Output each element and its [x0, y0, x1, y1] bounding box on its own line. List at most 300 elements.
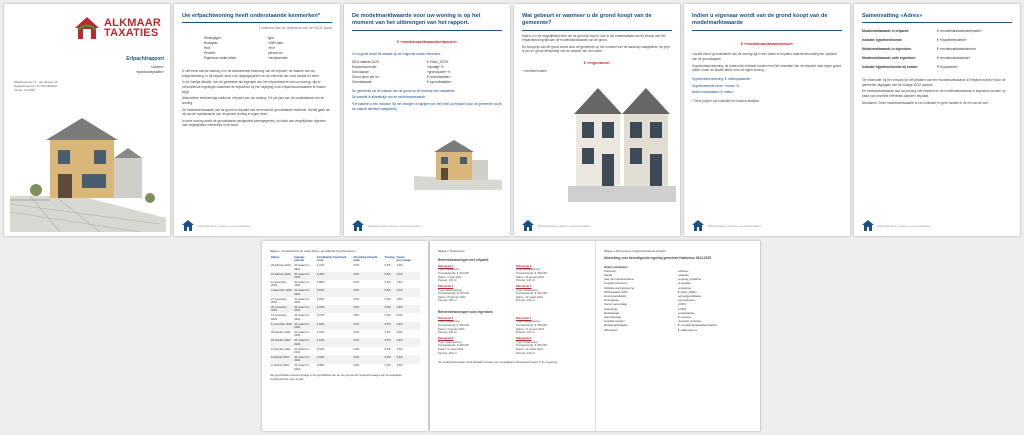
berekening-label: Canon percentage	[604, 302, 628, 307]
berekening-value: € «afkoopsom»	[678, 327, 698, 332]
referentie-detail: Transactieprijs: € 375.000	[438, 292, 469, 296]
table-cell: 0,5%	[384, 272, 396, 280]
page-title: Wat gebeurt er wanneer u de grond koopt van de gemeente?	[522, 13, 652, 27]
referentie-detail: Type: tussenwoning	[438, 340, 462, 344]
calc-label: Erfpachtcorrectie:	[352, 64, 377, 69]
column-header: Toeslag	[384, 255, 395, 259]
modelmarktwaarde-value: € «modelmarktwaardeerfpacht»	[396, 38, 458, 44]
page-title: De modelmarktwaarde voor uw woning is op het moment van het uitbrengen van het rapport.	[352, 13, 481, 27]
kenmerk-value: type	[268, 36, 275, 41]
table-cell: 0,5%	[384, 330, 391, 334]
kenmerk-value: «eindperiode»	[268, 56, 289, 61]
table-cell: 5,0%	[396, 330, 403, 334]
referentie-card	[438, 317, 510, 335]
samenvatting-page	[854, 4, 1020, 236]
summary-value: € «modelmarktwaardeerfpacht»	[937, 29, 982, 34]
section-heading: Referentiewoningen volle eigendom	[438, 310, 493, 315]
table-cell: 30 maart t/m 2024	[294, 297, 310, 304]
table-row	[270, 263, 420, 271]
referentie-title: Referentie 2	[516, 316, 532, 320]
column-header: Gemiddelde hypotheek rente	[316, 255, 347, 263]
berekening-value: 4,00%	[678, 302, 686, 307]
table-cell: 5,0%	[396, 314, 403, 318]
title-divider	[182, 22, 332, 23]
referentie-detail: Datum: 17 januari 2024	[516, 327, 544, 331]
column-header: Canon percentage	[396, 255, 411, 263]
footer-text: Erfpachtrapport «Adres» «postcodeplaats»	[708, 223, 762, 228]
table-cell: 4,0%	[396, 264, 403, 268]
berekening-label: Object variabelen:	[604, 264, 629, 269]
house-render-image	[10, 100, 166, 232]
footer-text: Erfpachtrapport «Adres» «postcodeplaats»	[198, 223, 252, 228]
berekening-value: «looptijd_contract»	[678, 319, 702, 324]
meta-line: Versie: 1.0.2024	[14, 88, 35, 93]
berekening-label: Grond gemiddeld	[604, 294, 626, 298]
cover-postcode: «postcodeplaats»	[135, 70, 164, 74]
cover-meta	[14, 80, 58, 92]
table-cell: 4,5%	[396, 322, 420, 330]
page-title: Samenvatting «Adres»	[862, 13, 923, 19]
berekening-label: Indicatie woningtypering	[604, 285, 635, 290]
table-cell: 4,0%	[353, 364, 360, 368]
referentie-card	[516, 317, 588, 335]
table-cell: 4,06%	[316, 364, 325, 368]
table-row	[270, 272, 420, 280]
table-cell: 30 maart t/m 2024	[293, 305, 316, 313]
table-row	[270, 364, 420, 372]
table-row	[270, 313, 420, 321]
calc-label: WOZ waarde 2023:	[352, 59, 380, 64]
berekening-label: WOZ-waarde 2023	[604, 289, 628, 294]
kenmerk-value: perceel m²	[268, 51, 284, 56]
berekening-list	[596, 265, 760, 332]
referentie-card	[516, 285, 588, 303]
table-row	[270, 355, 420, 363]
berekening-value: «typering»	[678, 285, 692, 290]
kenmerk-label: Eigendom onder tafels:	[204, 56, 237, 61]
summary-label: Indicatie hypotheekruimte:	[862, 38, 903, 43]
paragraph: Disclaimer: Deze modelmarktwaarde is een indicatie en geen taxatie in de zin van de wet.	[862, 100, 989, 105]
table-cell: 30 maart t/m 2024	[294, 364, 310, 371]
berekening-value: € «modelmarktwaardeerfpacht»	[678, 323, 718, 328]
footer-logo-icon	[182, 220, 194, 231]
berekening-value: «Adres»	[678, 268, 689, 273]
calc-label: Grondquote:	[352, 69, 370, 74]
cover-address: «Adres»	[150, 65, 164, 69]
referentie-detail: Transactieprijs: € 469.000	[516, 344, 547, 348]
table-cell: 4,5%	[396, 280, 403, 284]
table-cell: 3,64%	[316, 288, 352, 296]
table-cell: 13 november 2023	[271, 314, 287, 321]
referentie-detail: Type: hoekwoning	[438, 320, 460, 324]
summary-value: € «modelmarktwaarde»	[937, 56, 971, 61]
page-footer	[182, 220, 332, 231]
table-cell: 30 maart t/m 2024	[293, 338, 316, 346]
footnote: * Deze prijzen zijn indicatief en kunnen afwijken.	[692, 98, 761, 103]
table-cell: 30 maart t/m 2024	[294, 280, 310, 288]
paragraph: Alternatieve berekenings-methode: erfpacht van uw woning: 1% per jaar van de marktwaarde van de woning.	[182, 96, 325, 105]
calc-value: € «grondwaarde»	[427, 79, 452, 84]
table-cell: 4,24%	[316, 305, 352, 313]
page-caption: Bijlage 3: Berekening modelmarktwaarde erfpacht	[604, 249, 666, 253]
table-cell: 4,0%	[352, 355, 383, 363]
berekening-label: Grondquote	[604, 298, 619, 303]
column-header: Datum	[271, 255, 280, 259]
modelmarktwaarde-page	[344, 4, 510, 236]
table-row	[270, 338, 420, 346]
column-header: Ingangs periode	[294, 255, 305, 263]
eigenaar-page	[684, 4, 850, 236]
section-heading: Referentiewoningen met erfpacht	[438, 258, 489, 263]
footnote: * exclusief kosten	[522, 68, 547, 73]
table-cell: 30 maart t/m 2024	[294, 314, 310, 321]
column-header: Afronding erfpacht rente	[353, 255, 378, 263]
paragraph: Hypotheekberekening: de kosten die verband houden met het omzetten van de erfpacht naar eigen grond vallen onder de fiscale aftrek voor de eigen woning.	[692, 63, 842, 73]
table-cell: 0,5%	[384, 322, 396, 330]
table-cell: 0,5%	[384, 347, 391, 351]
berekening-value: «Looptijd»	[678, 281, 691, 286]
referentie-card	[516, 337, 588, 355]
referentie-detail: Transactieprijs: € 428.000	[438, 344, 469, 348]
kenmerk-value: «m²»	[268, 46, 276, 51]
table-cell: 0,5%	[384, 364, 391, 368]
logo-line2: TAXATIES	[104, 27, 159, 39]
referentie-detail: Perceel: 122 m²	[516, 331, 535, 335]
paragraph: De waarde is afhankelijk van de modelmarktwaarde.	[352, 95, 426, 100]
referentie-detail: Perceel: 120 m²	[516, 279, 535, 283]
body-text	[174, 69, 340, 128]
table-row	[270, 305, 420, 313]
referentie-detail: Transactieprijs: € 395.000	[516, 271, 547, 275]
paragraph: De gemeente zal de waarde van de grond op dit moment niet vaststellen.	[352, 88, 456, 93]
footer-text: Erfpachtrapport «Adres» «postcodeplaats»	[368, 223, 422, 228]
body-text	[684, 52, 850, 73]
paragraph: Indien u in de mogelijkheid bent om de grond te kopen, dan is het eindresultaat van de inkoop van het erfpachtrecht gelijk aan de modelmarktwaarde van de grond.	[522, 33, 666, 43]
table-cell: 30 maart t/m 2024	[294, 264, 310, 271]
berekening-value: € «Woz_2023»	[678, 289, 697, 294]
title-divider	[522, 30, 672, 31]
table-cell: 4,0%	[396, 288, 420, 296]
house-thumbnail-image	[414, 136, 502, 190]
referentie-title: Referentie 4	[516, 284, 532, 288]
kenmerk-label: Bouwjaar:	[204, 41, 219, 46]
table-cell: 4,04%	[316, 355, 352, 363]
berekening-value: «ingang_erfpacht»	[678, 277, 702, 282]
page-title: Indien u eigenaar wordt van de grond koopt van de modelmarktwaarde	[692, 13, 828, 27]
summary-label: Indicatie hypotheekruimte bij kosten:	[862, 65, 919, 70]
paragraph: Ter informatie: bij het verzoek tot het bepalen van een modelmarktwaarde in erfpacht wordt er door de gemeente uitgegaan van de huidige WOZ-waarde.	[862, 78, 1006, 87]
table-cell: 0,5%	[384, 305, 396, 313]
house-logo-icon	[74, 16, 100, 40]
summary-label: Modelmarktwaarde volle eigendom:	[862, 56, 917, 61]
table-cell: 3,5%	[352, 272, 383, 280]
footer-logo-icon	[862, 220, 874, 231]
referentie-detail: Type: hoekwoning	[516, 288, 538, 292]
summary-list	[854, 29, 1020, 70]
paragraph: U ziet eerst wat we dankzij u en de aanwezende besturing van de erfpacht, de waarde van uw erfpachtwoning. In dit rapport vindt u de uitgangspunten en de uitkomst van onze taxatie en meer.	[182, 69, 320, 78]
footer-text: Erfpachtrapport «Adres» «postcodeplaats»	[878, 223, 932, 228]
kenmerk-label: Woningtype:	[204, 36, 222, 41]
summary-value: € «modelmarktwaardewoh»	[937, 47, 977, 52]
calc-list	[344, 60, 510, 85]
referentie-detail: Perceel: 119 m²	[438, 351, 457, 355]
title-divider	[352, 30, 502, 31]
table-cell: 4,5%	[353, 314, 360, 318]
referentie-detail: Perceel: 140 m²	[516, 299, 535, 303]
referentie-detail: Type: tussenwoning	[438, 288, 462, 292]
table-cell: 4,5%	[396, 297, 403, 301]
company-logo	[74, 16, 161, 40]
table-row	[270, 280, 420, 288]
table-cell: 4,02%	[316, 347, 325, 351]
table-cell: 4 december 2023	[270, 288, 293, 296]
referentie-detail: Type: hoekwoning	[438, 268, 460, 272]
paragraph: De koopprijs van de grond wordt door de gemeente op het moment van de aankoop vastgesteld, de prijs is per m² grond afhankelijk van de waarde van de locatie.	[522, 44, 670, 54]
footer-text: Erfpachtrapport «Adres» «postcodeplaats»	[538, 223, 592, 228]
footnote: De modelmarktwaarde wordt bepaald op basis van vergelijkbare referentiewoningen in de omgeving.	[438, 361, 558, 365]
calc-value: «grondquote» %	[427, 69, 451, 74]
table-cell: 30 maart t/m 2024	[294, 330, 310, 338]
page-footer	[692, 220, 842, 231]
meta-line: Rapportnummer: 47/ 04/7/9/2024	[14, 84, 57, 89]
referentie-card	[438, 337, 510, 355]
referentie-title: Referentie 2	[516, 264, 532, 268]
table-row	[270, 330, 420, 338]
table-cell: 3,5%	[353, 264, 360, 268]
referentie-title: Referentie 4	[516, 336, 532, 340]
referentie-detail: Perceel: 131 m²	[438, 279, 457, 283]
berekening-label: Restwaarde	[604, 310, 619, 315]
intro-text: In uw geval wordt de waarde op de volgende manier berekend:	[352, 52, 441, 57]
referentie-card	[438, 285, 510, 303]
referentie-card	[438, 265, 510, 283]
rente-table	[270, 255, 420, 372]
berekening-value: «grondgemiddeld»	[678, 294, 702, 298]
title-divider	[862, 22, 1012, 23]
bijlage-rente-page	[262, 241, 428, 431]
referenties-eigendom	[430, 315, 596, 357]
logo-line1: ALKMAAR	[104, 16, 162, 29]
referentie-detail: Transactieprijs: € 455.000	[438, 324, 469, 328]
berekening-label: Looptijd contract	[604, 319, 625, 324]
table-cell: 26 februari 2024	[271, 264, 291, 268]
modelmarktwaarde-woh-value: € «modelmarktwaardewoh»	[740, 40, 794, 46]
houses-render-image	[568, 74, 676, 202]
footer-logo-icon	[692, 220, 704, 231]
table-cell: 6 november 2023	[270, 322, 293, 330]
table-row	[270, 297, 420, 305]
berekening-row	[596, 328, 760, 332]
summary-label: Modelmarktwaarde in erfpacht:	[862, 29, 910, 34]
table-cell: 4,0%	[396, 272, 420, 280]
source-note: (*ontleend aan de gegevens van het WOZ-loket)	[259, 26, 332, 31]
table-cell: 0,5%	[384, 355, 396, 363]
referentie-detail: Datum: 26 januari 2024	[516, 275, 544, 279]
page-footer	[352, 220, 502, 231]
section-heading: Uitwerking voor bevestigende regeling gemeente Holderken 2024-2025	[604, 256, 711, 261]
table-cell: 0,5%	[384, 280, 391, 284]
footnote: Het gemiddelde rentepercentage is het gemiddelde van de vier genoemde rentepercentages van de wekelijkse hypotheekrente over 10 jaar.	[270, 373, 402, 381]
calc-line: Hypotheekrente rente: «rente» %	[692, 83, 739, 88]
rente-table-body	[270, 263, 420, 371]
referenties-erfpacht	[430, 263, 596, 305]
table-cell: 4,5%	[396, 347, 403, 351]
table-cell: 4,27%	[316, 314, 325, 318]
paragraph: In deze woning wordt de grondwaarde vastgesteld (weergegeven) op basis van vergelijkbare objecten met vergelijkbare referenties in de buurt.	[182, 118, 326, 128]
berekening-value: 2,00%	[678, 306, 686, 311]
referentie-detail: Datum: 13 maart 2024	[516, 295, 543, 299]
referentie-card	[516, 265, 588, 283]
table-cell: 3,45%	[316, 272, 352, 280]
kenmerk-label: Wof:	[204, 46, 211, 51]
table-cell: 27 november 2023	[271, 297, 287, 304]
paragraph: De modelmarktwaarde van uw woning met erfpacht en de modelmarktwaarde in eigendom worden op basis van dezelfde referentie-objecten bepaald.	[862, 89, 1006, 98]
page-footer	[522, 220, 672, 231]
referentie-detail: Transactieprijs: € 410.000	[438, 271, 469, 275]
table-header-row	[270, 255, 420, 263]
table-cell: 4,5%	[396, 338, 420, 346]
berekening-label: Jaar van ingebruikname	[604, 277, 634, 282]
referentie-title: Referentie 3	[438, 336, 454, 340]
berekening-label: Canonbedrag	[604, 314, 621, 319]
table-cell: 3,88%	[316, 280, 325, 284]
referentie-detail: Perceel: 135 m²	[438, 331, 457, 335]
berekening-label: Aantal	[604, 273, 612, 278]
body-text	[854, 78, 1020, 105]
grond-kopen-page	[514, 4, 680, 236]
berekening-value: «restwaarde»	[678, 310, 695, 315]
paragraph: Locatie kavel: grondwaarde van de woning ligt in een nader te bepalen waardeverhouding ten opzichte van de grondwaarde.	[692, 52, 837, 61]
table-cell: 4,18%	[316, 322, 352, 330]
table-cell: 0,5%	[384, 297, 391, 301]
page-caption: Bijlage 2: Referenties	[438, 249, 465, 253]
report-title: Erfpachtrapport	[126, 56, 164, 62]
table-cell: 4,0%	[353, 347, 360, 351]
table-cell: 4,5%	[353, 330, 360, 334]
paragraph: De modelmarktwaarde van de grond is bepaald met de residuele grondwaarde methode. Hierbij gaan we uit van de marktwaarde van de gehele woning in eigen bezit.	[182, 107, 330, 117]
page-footer	[862, 220, 1012, 231]
table-cell: 0,5%	[384, 338, 396, 346]
kenmerken-page	[174, 4, 340, 236]
table-cell: 4,0%	[353, 297, 360, 301]
berekening-label: Indexering	[604, 306, 618, 311]
table-cell: 4,5%	[396, 355, 420, 363]
table-cell: 3,92%	[316, 297, 325, 301]
table-cell: 4,5%	[396, 305, 420, 313]
table-cell: 30 maart t/m 2024	[294, 347, 310, 354]
calc-value: € «Woz_2023»	[427, 59, 449, 64]
calc-line: Hypotheekberekening: € «afkoopwaarde»	[692, 76, 752, 81]
table-cell: 20 november 2023	[270, 305, 293, 313]
berekening-label: Postcode	[604, 268, 616, 273]
table-cell: 0,5%	[384, 288, 396, 296]
table-cell: 11 december 2023	[271, 280, 287, 288]
table-cell: 4,31%	[316, 330, 325, 334]
kenmerk-label: Perceel:	[204, 51, 216, 56]
calc-value: € «normmetriek»	[427, 74, 451, 79]
calc-label: Grond norm per m²:	[352, 74, 380, 79]
table-cell: 19 februari 2024	[270, 272, 293, 280]
kenmerken-list	[174, 36, 340, 61]
table-cell: 30 maart t/m 2024	[293, 272, 316, 280]
referentie-detail: Transactieprijs: € 438.000	[516, 324, 547, 328]
table-cell: 30 maart t/m 2024	[293, 322, 316, 330]
body-text	[514, 34, 680, 55]
table-cell: 16 oktober 2023	[271, 347, 291, 351]
calc-label: Grondwaarde:	[352, 79, 373, 84]
calc-block	[684, 77, 850, 95]
table-cell: 23 oktober 2023	[270, 338, 293, 346]
table-cell: 0,5%	[384, 264, 391, 268]
referentie-detail: Datum: 2 april 2024	[438, 275, 462, 279]
table-cell: 4,0%	[352, 322, 383, 330]
table-row	[270, 288, 420, 296]
body-text	[344, 89, 510, 112]
footer-logo-icon	[522, 220, 534, 231]
paragraph: In de huidige situatie, met de gemeente als eigenaar van het erfpachtsrecht van uw woning, zijn er verschillende regelingen waarmee de erfpachter bij een wijziging in de erfpachtvoorwaarden te maken krijgt.	[182, 80, 326, 94]
referentie-title: Referentie 1	[438, 316, 454, 320]
table-cell: 3,5%	[352, 288, 383, 296]
table-cell: 0,5%	[384, 314, 391, 318]
page-caption: Bijlage 1: Erfpachtrente 20 maart 2024 » gemiddelde hypotheekrente	[270, 249, 356, 253]
summary-value: € «hypotheek»	[937, 65, 958, 70]
table-cell: 4,0%	[352, 305, 383, 313]
meta-line: Objectnummer: 0_ van de test: 15	[14, 80, 58, 84]
referentie-detail: Datum: 5 maart 2024	[438, 347, 464, 351]
table-cell: 30 maart t/m 2024	[293, 355, 316, 363]
calc-line: Netto maandlasten: € «netto»	[692, 90, 734, 95]
table-cell: 4,12%	[316, 338, 352, 346]
referentie-detail: Type: hoekwoning	[516, 340, 538, 344]
referentie-detail: Datum: 8 februari 2024	[438, 295, 466, 299]
referentie-detail: Perceel: 118 m²	[438, 299, 457, 303]
table-cell: 4,0%	[352, 338, 383, 346]
referentie-detail: Datum: 2 januari 2024	[438, 327, 465, 331]
table-cell: 30 maart t/m 2024	[293, 288, 316, 296]
referentie-detail: Transactieprijs: € 420.000	[516, 292, 547, 296]
berekening-value: «grondquote»	[678, 298, 696, 303]
referentie-detail: Type: tussenwoning	[516, 320, 540, 324]
referentie-title: Referentie 3	[438, 284, 454, 288]
footer-logo-icon	[352, 220, 364, 231]
eigendom-value: € «eigendom»	[583, 60, 611, 66]
referentie-detail: Perceel: 142 m²	[516, 351, 535, 355]
bijlage-berekening-page	[596, 241, 760, 431]
page-title: Uw erfpachtwoning heeft onderstaande kenmerken*	[182, 13, 321, 19]
table-cell: 9 oktober 2023	[270, 355, 293, 363]
table-cell: 2 oktober 2023	[271, 364, 289, 368]
table-row	[270, 322, 420, 330]
summary-label: Modelmarktwaarde in eigendom:	[862, 47, 912, 52]
kenmerk-value: «ßW»-jaar	[268, 41, 283, 46]
referentie-title: Referentie 1	[438, 264, 454, 268]
title-divider	[692, 30, 842, 31]
calc-value: «opslag» %	[427, 64, 444, 69]
paragraph: *De waarde is een indicatie. Bij het vestigen of wijzigen van het recht op erfpacht door de gemeente wordt de waarde definitief vastgesteld.	[352, 102, 502, 111]
berekening-label: Looptijd resterend	[604, 281, 627, 286]
referentie-detail: Type: tussenwoning	[516, 268, 540, 272]
cover-page	[4, 4, 170, 236]
bijlage-referenties-page	[430, 241, 596, 431]
summary-value: € «hypotheekruimte»	[937, 38, 967, 43]
berekening-value: € «canon»	[678, 314, 692, 319]
table-cell: 30 oktober 2023	[271, 330, 291, 334]
berekening-label: Afkoopsom	[604, 327, 618, 332]
table-cell: 3,41%	[316, 264, 325, 268]
table-row	[270, 347, 420, 355]
table-cell: 4,0%	[353, 280, 360, 284]
table-cell: 4,5%	[396, 364, 403, 368]
